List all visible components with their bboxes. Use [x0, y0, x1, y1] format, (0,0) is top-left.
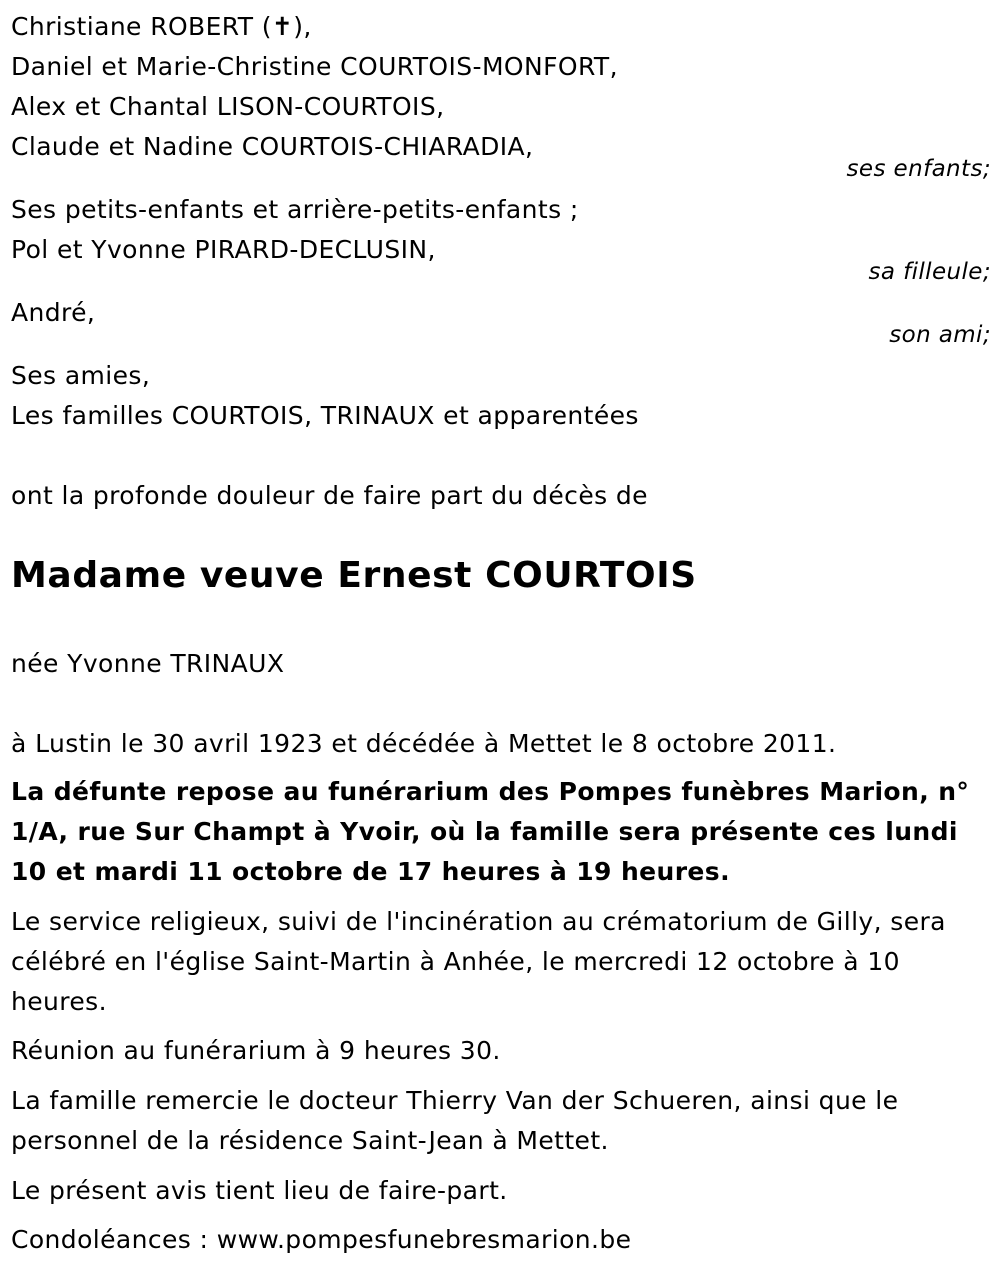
funerarium-paragraph: La défunte repose au funérarium des Pompes funèbres Marion, n° 1/A, rue Sur Champt à Yvoir, où la famille sera présente ces lundi 10 et mardi 11 octobre de 17 heures à 19 heures.: [11, 777, 970, 886]
family-line-9: Les familles COURTOIS, TRINAUX et apparentées: [11, 401, 639, 430]
announcement-text: ont la profonde douleur de faire part du décès de: [11, 481, 648, 510]
goddaughter-label: sa filleule;: [868, 259, 991, 285]
family-line-1: Christiane ROBERT (✝),: [11, 12, 312, 41]
family-line-2: Daniel et Marie-Christine COURTOIS-MONFORT,: [11, 52, 618, 81]
family-line-5: Ses petits-enfants et arrière-petits-enfants ;: [11, 195, 579, 224]
children-label: ses enfants;: [846, 156, 991, 182]
service-paragraph: Le service religieux, suivi de l'incinération au crématorium de Gilly, sera célébré en l'église Saint-Martin à Anhée, le mercredi 12 octobre à 10 heures.: [11, 907, 946, 1016]
friend-label: son ami;: [889, 322, 991, 348]
condolences-line: Condoléances : www.pompesfunebresmarion.be: [11, 1225, 632, 1254]
family-line-3: Alex et Chantal LISON-COURTOIS,: [11, 92, 445, 121]
reunion-paragraph: Réunion au funérarium à 9 heures 30.: [11, 1036, 501, 1065]
family-line-8: Ses amies,: [11, 361, 151, 390]
family-line-6: Pol et Yvonne PIRARD-DECLUSIN,: [11, 235, 436, 264]
born-name: née Yvonne TRINAUX: [11, 649, 285, 678]
deceased-name: Madame veuve Ernest COURTOIS: [11, 555, 697, 596]
thanks-paragraph: La famille remercie le docteur Thierry Van der Schueren, ainsi que le personnel de la résidence Saint-Jean à Mettet.: [11, 1086, 899, 1155]
family-line-7: André,: [11, 298, 96, 327]
notice-paragraph: Le présent avis tient lieu de faire-part.: [11, 1176, 508, 1205]
birth-death-dates: à Lustin le 30 avril 1923 et décédée à Mettet le 8 octobre 2011.: [11, 729, 837, 758]
family-line-4: Claude et Nadine COURTOIS-CHIARADIA,: [11, 132, 534, 161]
